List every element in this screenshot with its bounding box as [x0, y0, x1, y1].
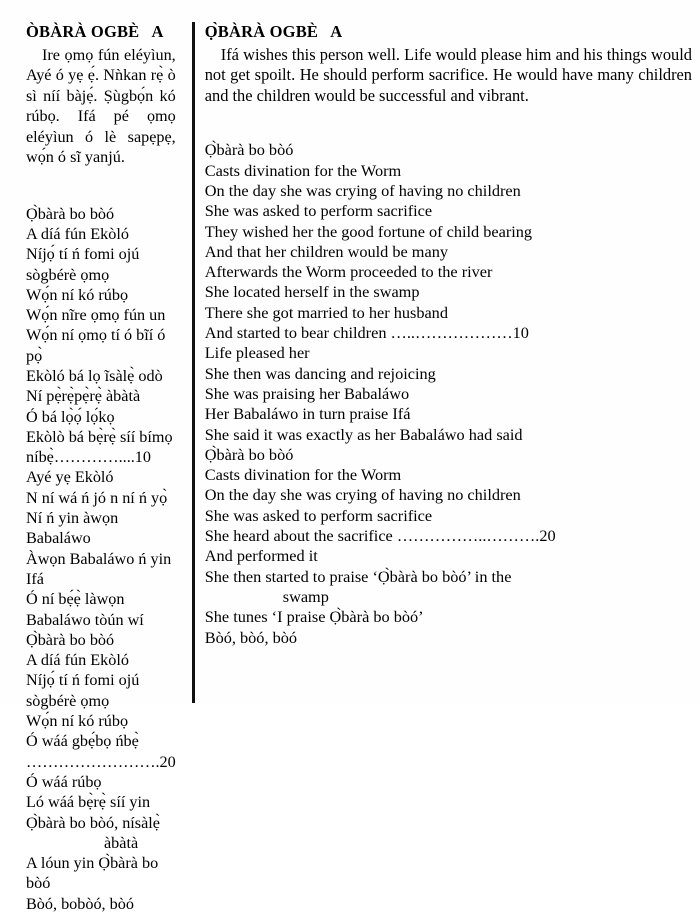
verse-line: Casts divination for the Worm [204, 465, 402, 485]
verse-line: Ó ní bẹ́ẹ̀ làwọn Babaláwo tòún wí [26, 590, 144, 629]
verse-line: And started to bear children …..………………10 [204, 323, 529, 343]
verse-line: On the day she was crying of having no children [204, 181, 521, 200]
verse-line: She heard about the sacrifice ……………..……….20 [204, 526, 556, 546]
right-column-gap [205, 106, 692, 140]
verse-line: On the day she was crying of having no children [204, 485, 521, 505]
verse-line: Ó wáá rúbọ [26, 772, 102, 791]
verse-line: She was asked to perform sacrifice [204, 201, 433, 221]
verse-line: She then started to praise ‘Ọ̀bàrà bo bòó’ in the [204, 566, 512, 586]
verse-line: swamp [282, 586, 329, 606]
verse-line: A díá fún Ekòló [26, 651, 129, 670]
verse-line: She was asked to perform sacrifice [204, 505, 433, 525]
left-column-gap [26, 168, 176, 204]
verse-line: Her Babaláwo in turn praise Ifá [204, 404, 411, 424]
verse-line: They wished her the good fortune of child bearing [204, 221, 533, 241]
verse-line: àbàtà [104, 833, 139, 852]
verse-line: Wọ́n nĩre ọmọ fún un [26, 306, 166, 325]
verse-line: A díá fún Ekòló [26, 224, 129, 243]
verse-line: Àwọn Babaláwo ń yin Ifá [26, 549, 176, 588]
verse-line: Ó wáá gbẹ́bọ ńbẹ̀ …………………….20 [26, 732, 176, 771]
verse-line: Wọ́n ní kó rúbọ [26, 712, 129, 731]
verse-line: Ọ̀bàrà bo bòó [26, 630, 115, 649]
verse-line: Ekòlò bá bẹ̀rẹ̀ síí bímọ níbẹ̀…………....10 [26, 427, 177, 467]
verse-line: She was praising her Babaláwo [204, 383, 410, 403]
right-column-heading: Ọ̀BÀRÀ OGBÈ A [204, 22, 343, 41]
left-column-yoruba [0, 0, 192, 913]
verse-line: Casts divination for the Worm [204, 160, 402, 180]
verse-line: There she got married to her husband [204, 302, 448, 322]
verse-line: A lóun yin Ọ̀bàrà bo bòó [26, 854, 163, 893]
verse-line: Bòó, bobòó, bòó [26, 894, 134, 913]
verse-line: Níjọ́ tí ń fomi ojú sògbérè ọmọ [26, 245, 144, 284]
verse-line: And that her children would be many [204, 241, 448, 261]
verse-line: Wọ́n ní kó rúbọ [26, 285, 129, 304]
left-column-intro-paragraph: Ire ọmọ fún eléyìun, Ayé ó yẹ ẹ́. Nǹkan rẹ̀ ò sì níí bàjẹ́. Ṣùgbọ́n kó rúbọ. Ifá pé ọmọ eléyìun ó lè sapẹpẹ, wọ́n ó sĩ yanjú. [26, 45, 176, 167]
verse-line: Ló wáá bẹ̀rẹ̀ síí yin Ọ̀bàrà bo bòó, nísàlẹ̀ [26, 793, 160, 832]
verse-line: Bòó, bòó, bòó [204, 627, 298, 647]
verse-line: She then was dancing and rejoicing [204, 363, 436, 383]
verse-line: Ekòló bá lọ ĩsàlẹ̀ odò [26, 367, 163, 385]
verse-line: Wọ́n ní ọmọ tí ó bĩí ó pọ̀ [26, 326, 170, 365]
verse-line: Ní pẹ̀rẹ̀pẹ̀rẹ̀ àbàtà [26, 387, 141, 406]
right-column-english [195, 0, 700, 703]
verse-line: She said it was exactly as her Babaláwo had said [204, 424, 523, 444]
verse-line: Afterwards the Worm proceeded to the river [204, 262, 493, 282]
verse-line: Ayé yẹ Ekòló [26, 468, 114, 487]
verse-line: Níjọ́ tí ń fomi ojú sògbérè ọmọ [26, 671, 144, 710]
right-column-intro-paragraph: Ifá wishes this person well. Life would please him and his things would not get spoilt. He should perform sacrifice. He would have many children and the children would be successful and vibrant. [204, 44, 692, 105]
verse-line: She tunes ‘I praise Ọ̀bàrà bo bòó’ [204, 607, 424, 627]
verse-line: Life pleased her [204, 343, 310, 363]
verse-line: Ó bá lọ̀ọ́ lọ́kọ [26, 407, 115, 426]
verse-line: And performed it [204, 546, 318, 566]
verse-line: Ní ń yin àwọn Babaláwo [26, 509, 123, 548]
left-column-heading: ÒBÀRÀ OGBÈ A [26, 22, 164, 41]
verse-line: N ní wá ń jó n ní ń yọ̀ [26, 488, 168, 507]
verse-line: Ọ̀bàrà bo bòó [204, 444, 294, 464]
verse-line: She located herself in the swamp [204, 282, 420, 302]
verse-line: Ọ̀bàrà bo bòó [204, 140, 294, 160]
verse-line: Ọ̀bàrà bo bòó [26, 204, 115, 223]
left-column-verse-list [26, 204, 176, 914]
right-column-verse-list [205, 140, 692, 647]
